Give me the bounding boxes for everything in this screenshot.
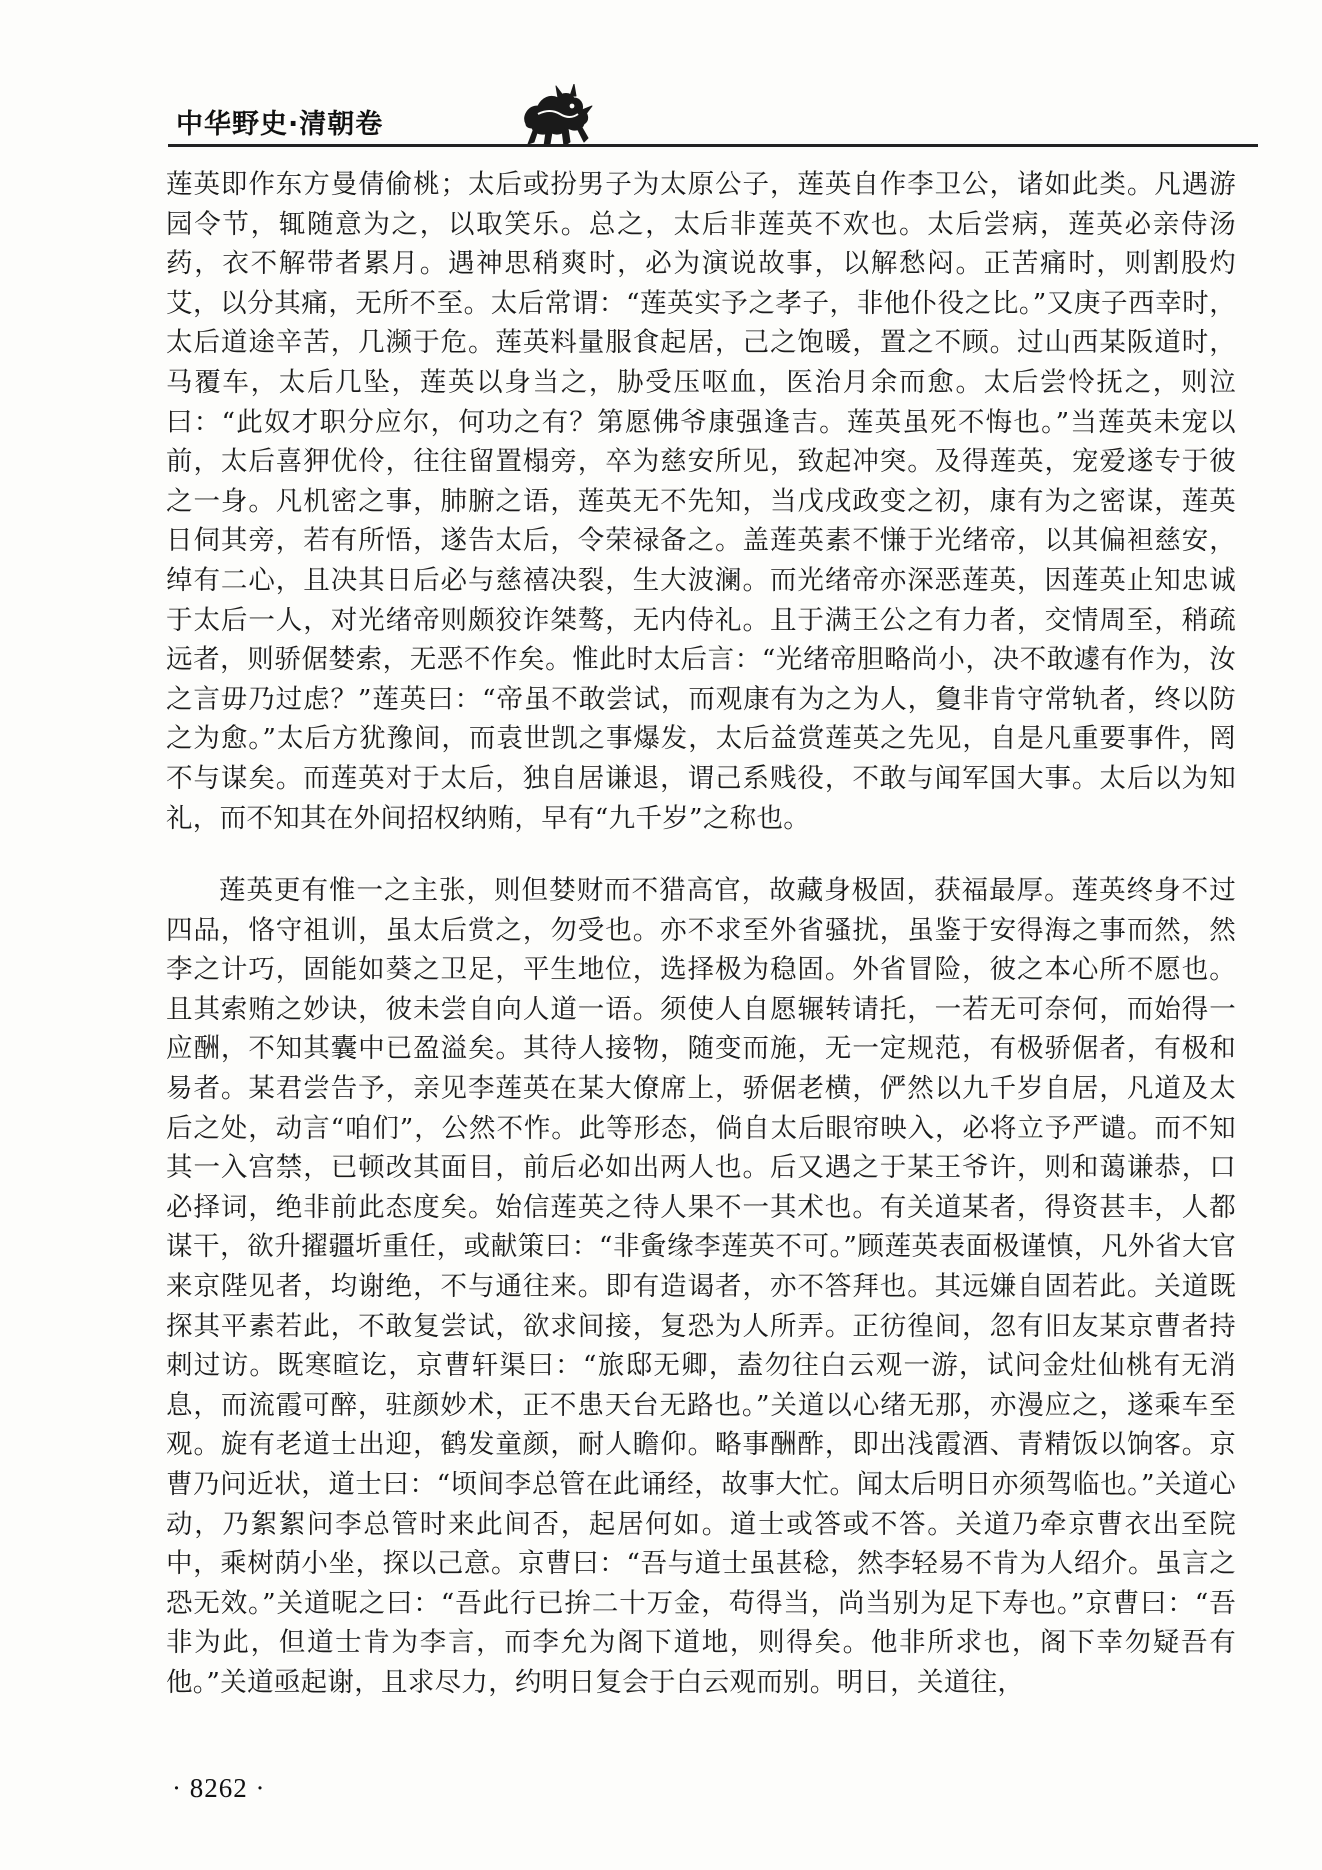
- book-title: 中华野史·清朝卷: [176, 109, 384, 140]
- main-text: [166, 165, 1236, 1703]
- dragon-emblem-icon: [516, 84, 594, 148]
- paragraph-2: 莲英更有惟一之主张，则但婪财而不猎高官，故藏身极固，获福最厚。莲英终身不过四品，恪守祖训，虽太后赏之，勿受也。亦不求至外省骚扰，虽鉴于安得海之事而然，然李之计巧，固能如葵之卫足，平生地位，选择极为稳固。外省冒险，彼之本心所不愿也。且其索贿之妙诀，彼未尝自向人道一语。须使人自愿辗转请托，一若无可奈何，而始得一应酬，不知其囊中已盈溢矣。其待人接物，随变而施，无一定规范，有极骄倨者，有极和易者。某君尝告予，亲见李莲英在某大僚席上，骄倨老横，俨然以九千岁自居，凡道及太后之处，动言“咱们”，公然不怍。此等形态，倘自太后眼帘映入，必将立予严谴。而不知其一入宫禁，已顿改其面目，前后必如出两人也。后又遇之于某王爷许，则和蔼谦恭，口必择词，绝非前此态度矣。始信莲英之待人果不一其术也。有关道某者，得资甚丰，人都谋干，欲升擢疆圻重任，或献策曰：“非夤缘李莲英不可。”顾莲英表面极谨慎，凡外省大官来京陛见者，均谢绝，不与通往来。即有造谒者，亦不答拜也。其远嫌自固若此。关道既探其平素若此，不敢复尝试，欲求间接，复恐为人所弄。正彷徨间，忽有旧友某京曹者持刺过访。既寒暄讫，京曹轩渠曰：“旅邸无卿，盍勿往白云观一游，试问金灶仙桃有无消息，而流霞可醉，驻颜妙术，正不患天台无路也。”关道以心绪无那，亦漫应之，遂乘车至观。旋有老道士出迎，鹤发童颜，耐人瞻仰。略事酬酢，即出浅霞酒、青精饭以饷客。京曹乃问近状，道士曰：“顷间李总管在此诵经，故事大忙。闻太后明日亦须驾临也。”关道心动，乃絮絮问李总管时来此间否，起居何如。道士或答或不答。关道乃牵京曹衣出至院中，乘树荫小坐，探以己意。京曹曰：“吾与道士虽甚稔，然李轻易不肯为人绍介。虽言之恐无效。”关道昵之曰：“吾此行已拚二十万金，苟得当，尚当别为足下寿也。”京曹曰：“吾非为此，但道士肯为李言，而李允为阁下道地，则得矣。他非所求也，阁下幸勿疑吾有他。”关道亟起谢，且求尽力，约明日复会于白云观而别。明日，关道往，: [166, 875, 1236, 1698]
- paragraph-1: 莲英即作东方曼倩偷桃；太后或扮男子为太原公子，莲英自作李卫公，诸如此类。凡遇游园令节，辄随意为之，以取笑乐。总之，太后非莲英不欢也。太后尝病，莲英必亲侍汤药，衣不解带者累月。遇神思稍爽时，必为演说故事，以解愁闷。正苦痛时，则割股灼艾，以分其痛，无所不至。太后常谓：“莲英实予之孝子，非他仆役之比。”又庚子西幸时，太后道途辛苦，几濒于危。莲英料量服食起居，己之饱暖，置之不顾。过山西某阪道时，马覆车，太后几坠，莲英以身当之，胁受压呕血，医治月余而愈。太后尝怜抚之，则泣曰：“此奴才职分应尔，何功之有？第愿佛爷康强逢吉。莲英虽死不悔也。”当莲英未宠以前，太后喜狎优伶，往往留置榻旁，卒为慈安所见，致起冲突。及得莲英，宠爱遂专于彼之一身。凡机密之事，肺腑之语，莲英无不先知，当戊戌政变之初，康有为之密谋，莲英日伺其旁，若有所悟，遂告太后，令荣禄备之。盖莲英素不慊于光绪帝，以其偏袒慈安，绰有二心，且决其日后必与慈禧决裂，生大波澜。而光绪帝亦深恶莲英，因莲英止知忠诚于太后一人，对光绪帝则颇狡诈桀骜，无内侍礼。且于满王公之有力者，交情周至，稍疏远者，则骄倨婪索，无恶不作矣。惟此时太后言：“光绪帝胆略尚小，决不敢遽有作为，汝之言毋乃过虑？”莲英曰：“帝虽不敢尝试，而观康有为之为人，敻非肯守常轨者，终以防之为愈。”太后方犹豫间，而袁世凯之事爆发，太后益赏莲英之先见，自是凡重要事件，罔不与谋矣。而莲英对于太后，独自居谦退，谓己系贱役，不敢与闻军国大事。太后以为知礼，而不知其在外间招权纳贿，早有“九千岁”之称也。: [166, 169, 1236, 834]
- running-header: [168, 98, 1258, 158]
- header-divider: [168, 144, 1258, 147]
- page-number: · 8262 ·: [172, 1773, 266, 1803]
